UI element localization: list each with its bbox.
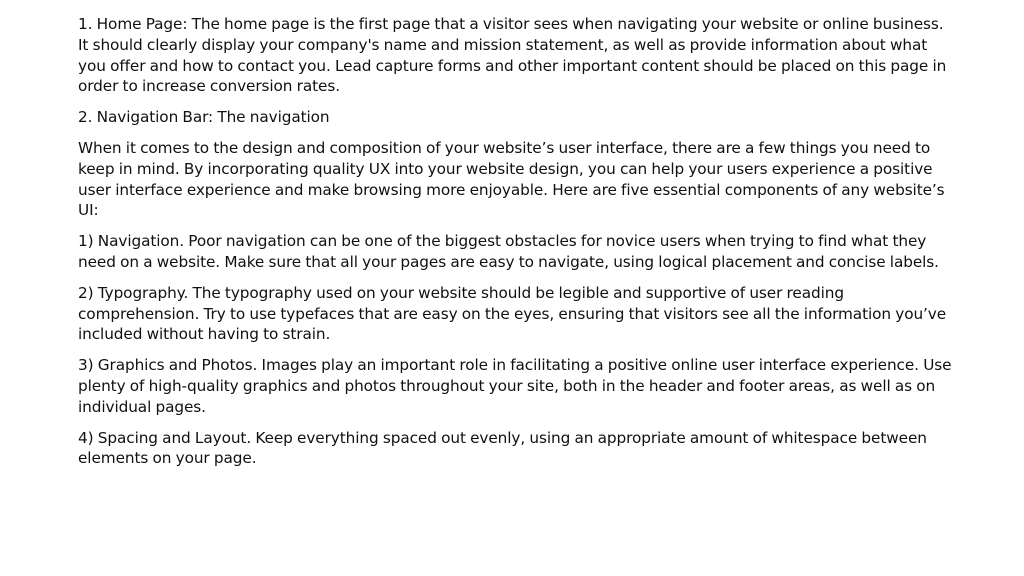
paragraph-intro: When it comes to the design and composition of your website’s user interface, there are a few things you need to keep in mind. By incorporating quality UX into your website design, you can help your users experience a positive user interface experience and make browsing more enjoyable. Here are five essential components of any website’s UI: <box>78 138 945 220</box>
paragraph-spacing-layout: 4) Spacing and Layout. Keep everything spaced out evenly, using an appropriate amount of whitespace between elements on your page. <box>78 428 927 468</box>
paragraph-navigation: 1) Navigation. Poor navigation can be one of the biggest obstacles for novice users when trying to find what they need on a website. Make sure that all your pages are easy to navigate, using logical placement and concise labels. <box>78 232 939 271</box>
paragraph-typography: 2) Typography. The typography used on your website should be legible and supportive of user reading comprehension. Try to use typefaces that are easy on the eyes, ensuring that visitors see all the information you’ve included without having to strain. <box>78 283 947 344</box>
paragraph-navigation-bar: 2. Navigation Bar: The navigation <box>78 108 330 127</box>
paragraph-graphics-photos: 3) Graphics and Photos. Images play an important role in facilitating a positive online user interface experience. Use plenty of high-quality graphics and photos throughout your site, both in the header and footer areas, as well as on individual pages. <box>78 356 952 416</box>
paragraph-home-page: 1. Home Page: The home page is the first page that a visitor sees when navigating your website or online business. It should clearly display your company's name and mission statement, as well as provide information about what you offer and how to contact you. Lead capture forms and other important content should be placed on this page in order to increase conversion rates. <box>78 15 947 96</box>
